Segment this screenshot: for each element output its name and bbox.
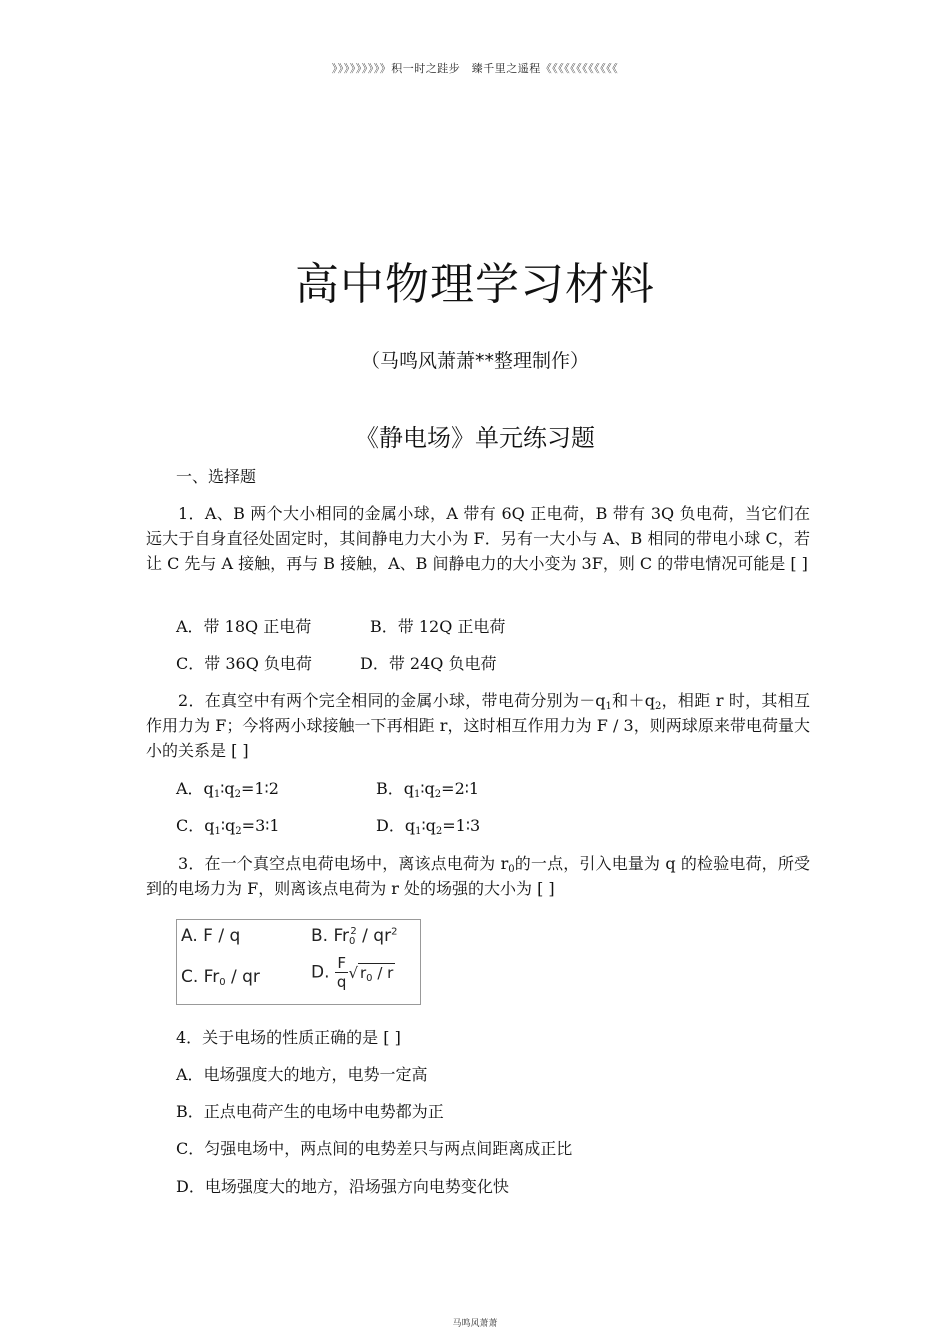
q1-option-b: B．带 12Q 正电荷	[370, 617, 506, 636]
question-1-text: 1．A、B 两个大小相同的金属小球，A 带有 6Q 正电荷，B 带有 3Q 负电荷，当它们在远大于自身直径处固定时，其间静电力大小为 F．另有一大小与 A、B 相同的带电小球 C，若让 C 先与 A 接触，再与 B 接触，A、B 间静电力的大小变为 3F，则 C 的带电情况可能是 [ ]	[146, 504, 810, 573]
q3-options-image	[176, 919, 421, 1005]
question-4-text: 4．关于电场的性质正确的是 [ ]	[176, 1028, 401, 1047]
q2-option-d: D．$q_1∶q_2=1∶3$	[376, 816, 481, 837]
q3-option-c: C. $Fr_0$ / qr	[181, 967, 260, 988]
q4-option-c: C．匀强电场中，两点间的电势差只与两点间距离成正比	[176, 1139, 573, 1158]
q3-option-d: D. $\frac{F}{q}$ √ $r_0$ / r	[311, 954, 394, 991]
q2-option-c: C．$q_1∶q_2=3∶1$	[176, 816, 280, 837]
page-footer: 马鸣风萧萧	[452, 1319, 498, 1329]
q1-option-d: D．带 24Q 负电荷	[360, 654, 497, 673]
q4-option-d: D．电场强度大的地方，沿场强方向电势变化快	[176, 1177, 509, 1196]
q2-option-b: B．$q_1∶q_2=2∶1$	[376, 779, 480, 800]
q1-option-c: C．带 36Q 负电荷	[176, 654, 312, 673]
q3-option-b: B. $Fr_0^2 / qr^2$	[311, 926, 398, 947]
question-2-text: 2．在真空中有两个完全相同的金属小球，带电荷分别为$-q_1$和$+q_2$，相距 r 时，其相互作用力为 F；今将两小球接触一下再相距 r，这时相互作用力为 F / 3，则两球原来带电荷量大小的关系是 [ ]	[146, 691, 810, 760]
unit-title: 《静电场》单元练习题	[355, 424, 595, 452]
document-subtitle: （马鸣风萧萧**整理制作）	[360, 350, 589, 372]
page-header: 》》》》》》》》》积一时之跬步 臻千里之遥程《《《《《《《《《《《《	[331, 62, 619, 75]
q1-option-a: A．带 18Q 正电荷	[176, 617, 312, 636]
section-heading: 一、选择题	[176, 467, 257, 486]
question-3-text: 3．在一个真空点电荷电场中，离该点电荷为 $r_0$的一点，引入电量为 q 的检验电荷，所受到的电场力为 F，则离该点电荷为 r 处的场强的大小为 [ ]	[146, 854, 810, 898]
q2-option-a: A．$q_1∶q_2=1∶2$	[176, 779, 279, 800]
q3-option-a: A. F / q	[181, 926, 241, 946]
square-root: √ $r_0$ / r	[348, 963, 394, 984]
document-title: 高中物理学习材料	[295, 259, 655, 310]
q4-option-a: A．电场强度大的地方，电势一定高	[176, 1065, 428, 1084]
fraction: $\frac{F}{q}$	[336, 954, 347, 991]
q4-option-b: B．正点电荷产生的电场中电势都为正	[176, 1102, 444, 1121]
